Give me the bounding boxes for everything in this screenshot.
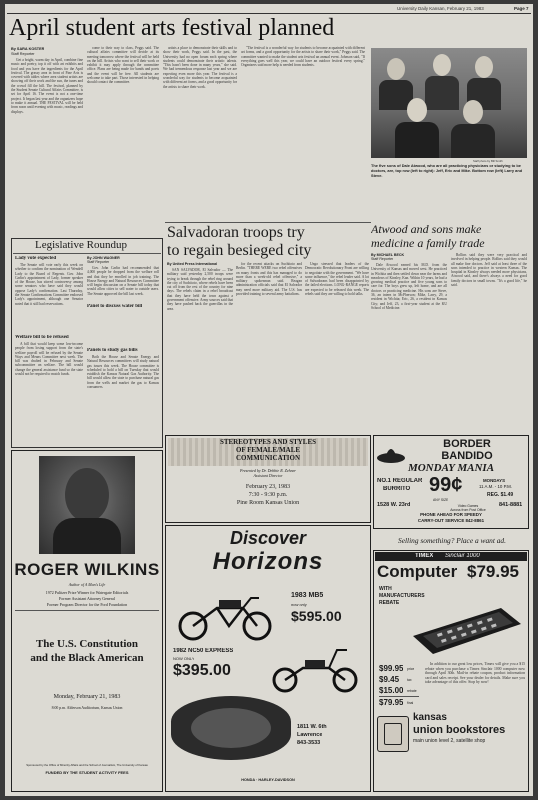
atwood-family-photo	[371, 48, 527, 158]
wilkins-rule	[15, 610, 159, 611]
timex-blurb: In addition to our great low prices, Timex will give you a $15 rebate when you purchase a Timex Sinclair 1000 computer now through April 30th. Mail-in rebate coupon, product information card and sales receipt. See your dealer for details. Make sure you take advantage of this offer. Stop by now!	[425, 662, 525, 685]
stereotypes-line1: STEREOTYPES AND STYLES	[219, 438, 317, 446]
timex-model: Sinclair 1000	[445, 553, 480, 559]
salvadoran-headline-line2: to regain besieged city	[167, 242, 312, 259]
timex-bullet3: REBATE	[379, 600, 400, 606]
timex-bullet1: WITH	[379, 586, 392, 592]
bike2-name: 1982 NC50 EXPRESS	[173, 648, 234, 654]
legislative-sub1: Lady vote expected	[15, 256, 57, 261]
scooter-nc50-illustration	[267, 644, 365, 694]
timex-title-price: $79.95	[467, 562, 519, 581]
legislative-sub3: Panel to discuss water bill	[87, 304, 143, 309]
wilkins-date: Monday, February 21, 1983	[53, 694, 121, 700]
wilkins-talk-line2: and the Black American	[30, 652, 144, 664]
atwood-col1: Dale Atwood earned his M.D. from the University of Kansas and moved west. He practiced in Wichita and then settled down near the farms and meadows of Kinsley, Kan. Within 10 years, he had a growing medical practice and five young sons to care for. The boys grew up, left home, and are all doctors or practicing medicine. His sons are Steve, 36, an intern in McPherson; Mike, Larry, 29, a resident in Wichita; Eric, 26, a resident in Kansas City; and Jeff, 23, a first-year student at the KU School of Medicine.	[371, 263, 447, 310]
bandido-phone-number: 841-8881	[499, 502, 523, 508]
bandido-item-line1: NO.1 REGULAR	[377, 478, 423, 484]
timex-price4-label: final	[407, 701, 414, 705]
timex-price3-label: rebate	[407, 689, 417, 693]
page-number: Page 7	[514, 6, 529, 11]
salvadoran-top-rule	[165, 222, 371, 223]
salvadoran-col2: for the recent attacks on Suchitoto and Berlin. "THERE WERE two rebel offensives on many fronts and this has managed to do more than a week-old rebel offensive," a military spokesman said. Reagan administration officials said that El Salvador may need more military aid. The U.S. has provided training to several army battalions.	[236, 262, 302, 297]
newspaper-page	[5, 4, 533, 796]
horizons-brand-line1: Discover	[229, 528, 307, 548]
bandido-price: 99¢	[429, 474, 463, 496]
main-byline: By SARA KOSTER	[11, 47, 45, 51]
main-story-col1: Get a bright, warm day in April, combine fine music and poetry, top it off with art exhibits and food and you have the ingredients for the April festival. The grassy area in front of Fine Arts is covered with tables where area student artists are showing off their work and the sun, the tunes and the crowd fill the hill. The festival, planned by the Student Senate Cultural Affairs Committee, is set for April 16. The event is not a one-time project. It began last year and the organizers hope to make it annual. THE FESTIVAL will be held from noon until evening with music, readings and displays.	[11, 58, 83, 114]
bandido-carryout: CARRY-OUT SERVICE 842-8861	[417, 518, 485, 523]
atwood-photo-caption: The five sons of Dale Atwood, who are all practicing physicians or studying to be doctors, are, top row (left to right): Jeff, Eric and Mike. Bottom row (left) Larry and Steve.	[371, 163, 523, 178]
roger-wilkins-name: ROGER WILKINS	[14, 560, 160, 579]
horizons-address-line2: Lawrence	[297, 732, 323, 738]
legislative-byline-role: Staff Reporter	[87, 260, 110, 264]
atwood-col2: Rollins said they were very practical and involved in helping people. Rollins said they would all make fine doctors. Jeff said at least three of the sons intended to practice in western Kansas. The hospital in Kinsley always needed more physicians, Atwood said, and there's always a need for good family doctors in small towns. "It's a good life," he said.	[451, 253, 527, 288]
atwood-photo-credit: Staff photo by Bill Smith	[473, 159, 503, 163]
stereotypes-line2: OF FEMALE/MALE	[235, 446, 301, 454]
timex-title: Computer	[377, 562, 458, 581]
roger-wilkins-photo	[39, 456, 135, 554]
bandido-across: Across from Post Office	[450, 508, 486, 512]
stereotypes-date: February 23, 1983	[245, 484, 291, 490]
bandido-line3: MONDAY MANIA	[407, 462, 495, 474]
main-story-col2: come to their way to class, Peggs said. The cultural affairs committee will decide at its meeting tomorrow where the festival will be held on the hill. Artists who want to sell their work or exhibit it may apply through the committee office. Plans are being made for bands and poets and the event will be free. All students are welcome to take part. Those interested in helping should contact the committee.	[87, 46, 159, 85]
union-store-line2: union bookstores	[413, 724, 506, 736]
timex-price2: $9.45	[379, 675, 400, 684]
atwood-headline-line2: medicine a family trade	[371, 236, 485, 250]
bandido-video-games: Video Games	[457, 504, 479, 508]
bike2-now-only: NOW ONLY	[173, 656, 195, 661]
bandido-item-line2: BURRITO	[383, 486, 411, 492]
bandido-phone-ahead: PHONE AHEAD FOR SPEEDY	[420, 512, 482, 517]
bandido-hours1: MONDAYS	[483, 478, 506, 483]
atwood-headline-line1: Atwood and sons make	[371, 222, 482, 236]
wilkins-credit2: Former Assistant Attorney General	[59, 596, 115, 601]
wilkins-location: 8:00 p.m. Alderson Auditorium, Kansas Union	[51, 706, 123, 710]
bandido-reg-price: REG. $1.49	[487, 492, 514, 498]
timex-sinclair-keyboard-illustration	[405, 596, 525, 656]
wilkins-funding: FUNDED BY THE STUDENT ACTIVITY FEES	[45, 770, 129, 775]
legislative-body3a: Gov. John Carlin had recommended that 4,000 people be dropped from the welfare roll and that they be enrolled in job training. The House Energy and Natural Resources Committee will begin discussion on a Senate bill today that would allow cities to sell water to outside users. The Senate approved the bill last week.	[87, 266, 159, 296]
horizons-rider-logo	[171, 696, 291, 760]
legislative-body4: Both the House and Senate Energy and Natural Resources committees will study natural gas issues this week. The House committee is scheduled to hold a bill on Tuesday that would establish the Kansas Natural Gas Authority. The bill would allow the state to purchase natural gas from the wells and market the gas to Kansas consumers.	[87, 355, 159, 390]
main-story-col4: "The festival is a wonderful way for students to become acquainted with different art forms, and a good opportunity for the artists to share their work," Peggs said. The committee wanted to make the student arts festival an annual event. Johnson said, "If everything goes well this year, we could have an outdoor festival every spring." Organizers said more help is needed from students.	[241, 46, 365, 68]
bandido-line2: BANDIDO	[441, 450, 493, 462]
bandido-line1: BORDER	[443, 438, 491, 450]
legislative-sub2: Welfare bill to be refused	[15, 335, 69, 340]
stereotypes-presenter-role: Assistant Director	[253, 473, 283, 478]
atwood-byline-role: Staff Reporter	[371, 257, 394, 261]
union-store-line1: kansas	[413, 712, 447, 723]
wilkins-credit3: Former Program Director for the Ford Foundation	[46, 602, 128, 607]
horizons-phone: 843-3533	[297, 740, 321, 746]
wilkins-author-of: Author of A Man's Life	[68, 582, 106, 587]
horizons-footer: HONDA · HARLEY-DAVIDSON	[241, 778, 295, 782]
legislative-rule	[13, 253, 161, 254]
union-bookstore-logo	[377, 716, 409, 752]
bandido-price-note: ANY SIZE	[433, 498, 449, 502]
legislative-byline: By JOHN WAGNER	[87, 256, 120, 260]
bike2-price: $395.00	[173, 662, 231, 679]
motorcycle-mb5-illustration	[173, 590, 279, 642]
stereotypes-line3: COMMUNICATION	[235, 454, 301, 462]
stereotypes-time: 7:30 - 9:30 p.m.	[248, 492, 288, 498]
salvadoran-source: By United Press International	[167, 262, 218, 266]
stereotypes-place: Pine Room Kansas Union	[236, 500, 300, 506]
atwood-byline: By MICHAEL BECK	[371, 253, 405, 257]
union-store-line3: main union level 2, satellite shop	[413, 738, 486, 744]
timex-price4: $79.95	[379, 698, 404, 707]
stereotypes-presenter: Presented by Dr. Debbie R. Zehner	[240, 468, 296, 473]
legislative-title: Legislative Roundup	[35, 239, 127, 251]
legislative-body2: A bill that would keep some low-income people from losing support from the state's welfare payroll will be refused by the Senate Ways and Means Committee next week. The bill was drafted in February and Senate subcommittee on welfare. The bill would change the general assistance fund so the state would not be required to match funds.	[15, 342, 83, 377]
horizons-brand-line2: Horizons	[212, 548, 324, 575]
timex-brand: TIMEX	[415, 553, 434, 559]
main-byline-role: Staff Reporter	[11, 52, 35, 56]
timex-price1-label: price	[407, 667, 415, 671]
bike1-price: $595.00	[291, 608, 342, 624]
main-story-col3: artists a place to demonstrate their skills and to show their work, Peggs said. In the past, the University had no open forum each spring where students could demonstrate their artistic talents. "This hasn't been done in many years," she said. We had tremendous response last year and we are expecting even more this year. The festival is a wonderful way for students to become acquainted with different art forms, and a good opportunity for the artists to share their work.	[163, 46, 237, 89]
legislative-body1: The Senate will vote early this week on whether to confirm the nomination of Wendell Lady to the Board of Regents. Gov. John Carlin's appointment of Lady, former speaker of the House, has stirred controversy among some senators who have said they would oppose Lady's confirmation. Last Thursday, the Senate Confirmations Committee endorsed Lady's appointment, although one Senator noted that it still had reservations.	[15, 263, 83, 306]
salvadoran-headline-line1: Salvadoran troops try	[167, 224, 305, 241]
masthead: University Daily Kansan, February 21, 1983	[397, 6, 484, 11]
bike1-name: 1983 MB5	[291, 592, 324, 599]
timex-price-rule	[379, 696, 419, 697]
bike1-now-only: now only	[291, 602, 307, 607]
wilkins-sponsor: Sponsored by the Office of Minority Affairs and the School of Journalism, The University of Kansas	[26, 764, 148, 767]
wilkins-credit1: 1972 Pulitzer Prize Winner for Watergate Editorials	[45, 590, 129, 595]
timex-price1: $99.95	[379, 664, 404, 673]
legislative-sub4: Panels to study gas bills	[87, 348, 138, 353]
timex-price2-label: tax	[407, 678, 412, 682]
horizons-address-line1: 1811 W. 6th	[297, 724, 327, 730]
timex-bullet2: MANUFACTURERS	[379, 593, 425, 599]
wilkins-talk-line1: The U.S. Constitution	[35, 638, 139, 650]
timex-price3: $15.00	[379, 686, 404, 695]
bandido-hours2: 11 A.M. - 10 P.M.	[479, 484, 513, 489]
bandido-address: 1528 W. 23rd	[377, 502, 411, 508]
salvadoran-col3: Ungo stressed that leaders of the Democratic Revolutionary Front are willing to negotiate with the government. "We have some influence," the rebel leader said. A lot of Salvadorans had been disappointed by the failed elections. LONG-RANGE reports are expected to be released this week. The rebels said they are willing to hold talks.	[305, 262, 369, 297]
main-headline: April student arts festival planned	[9, 15, 335, 41]
want-ad-filler: Selling something? Place a want ad.	[398, 536, 506, 545]
salvadoran-col1: SAN SALVADOR, El Salvador — The military said yesterday 2,500 troops were trying to break through the rebel ring around the city of Suchitoto, where rebels have been cut off from the rest of the country for nine days. The rebels claim in a rebel broadcast that they have held the town against a government offensive. Army sources said that they have pushed back the guerrillas in the area.	[167, 268, 233, 311]
